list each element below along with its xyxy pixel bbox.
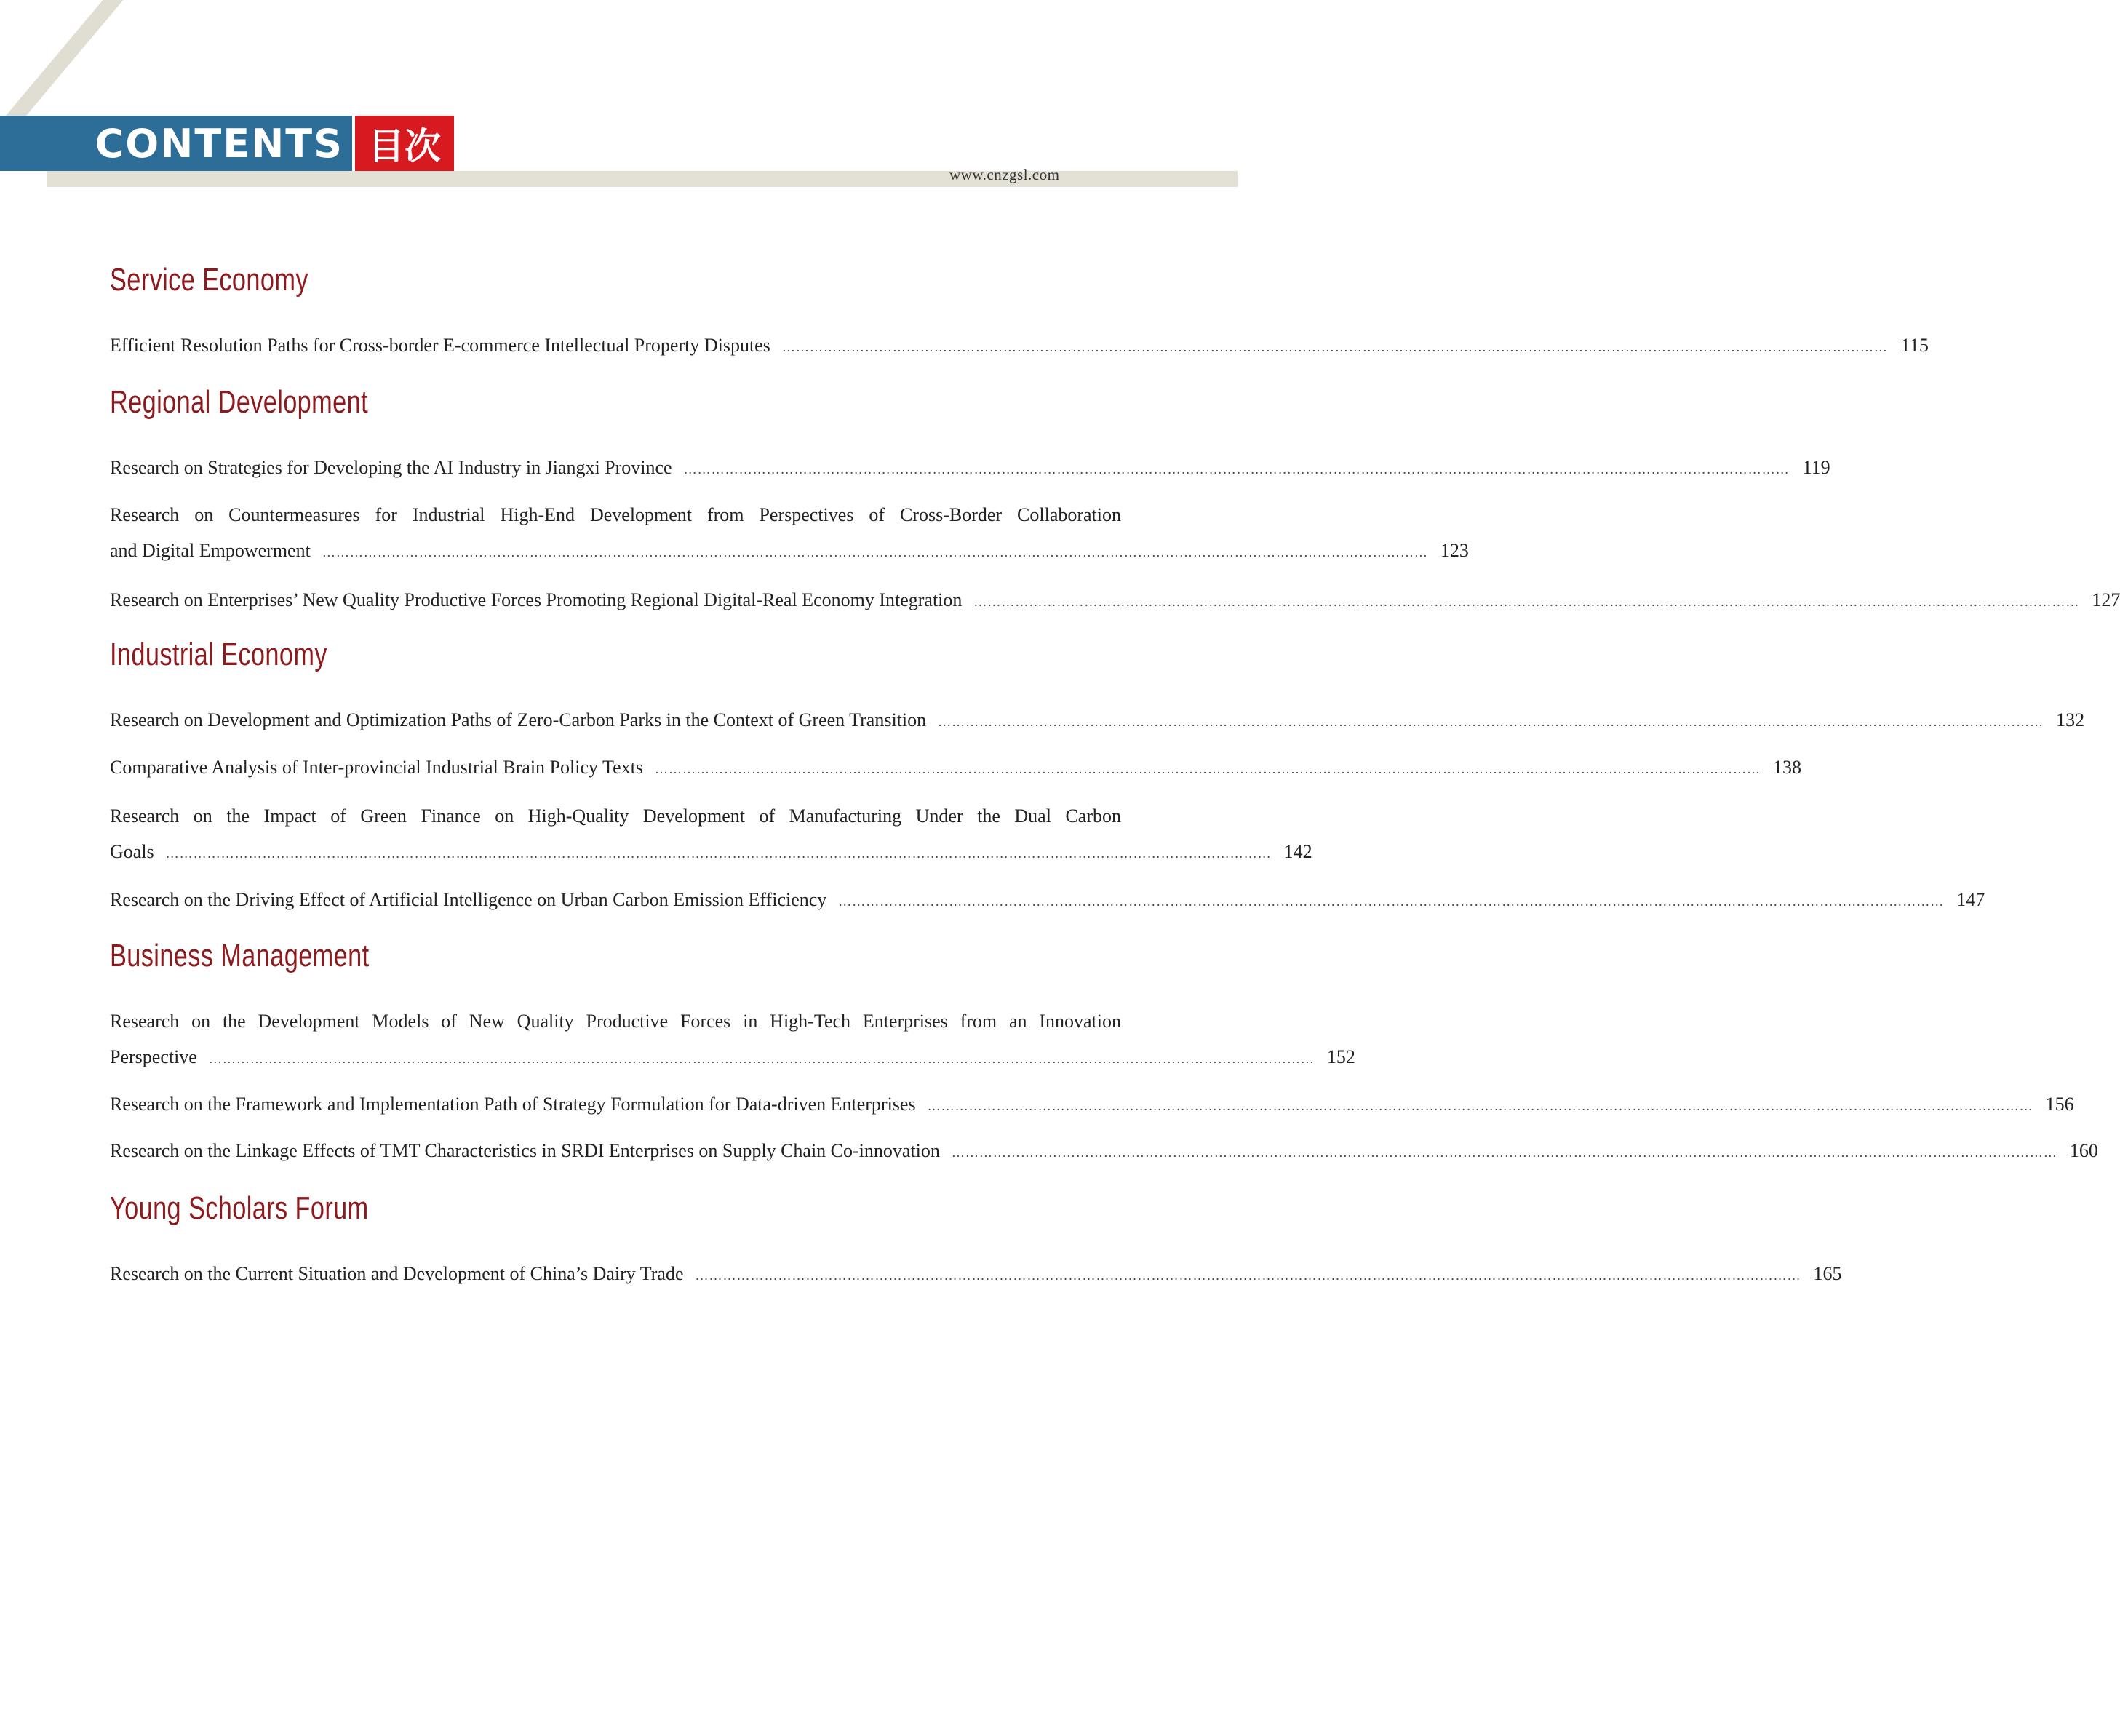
entry-title: Perspective (110, 1046, 197, 1067)
toc-entry[interactable] (110, 327, 1929, 365)
page-number: 119 (1802, 457, 1830, 478)
section-title: Business Management (110, 938, 370, 973)
page-number: 160 (2069, 1140, 2098, 1161)
toc-entry[interactable] (110, 798, 1312, 872)
entry-row (110, 882, 1985, 920)
entry-title-line: Research on the Development Models of New Quality Productive Forces in High-Tech Enterprises from an Innovation (110, 1011, 1121, 1032)
entry-title-line: Research on Countermeasures for Industrial High-End Development from Perspectives of Cross-Border Collaboration (110, 504, 1121, 525)
page-number: 147 (1956, 889, 1985, 910)
section-title: Regional Development (110, 384, 369, 420)
toc-entry[interactable] (110, 582, 2120, 620)
dot-leader: …………………………………………………………………………………………………………………………………………………………………………………………………………………… (973, 594, 2080, 609)
dot-leader: …………………………………………………………………………………………………………………………………………………………………………………………………………………… (951, 1145, 2057, 1160)
entry-title: Efficient Resolution Paths for Cross-border E-commerce Intellectual Property Disputes (110, 335, 770, 356)
entry-title: Goals (110, 841, 154, 862)
toc-entry[interactable] (110, 450, 1830, 487)
page-number: 152 (1326, 1046, 1355, 1067)
entry-title: Research on the Driving Effect of Artificial Intelligence on Urban Carbon Emission Efficiency (110, 889, 827, 910)
toc-entry[interactable] (110, 1256, 1842, 1294)
entry-row (110, 582, 2120, 620)
dot-leader: …………………………………………………………………………………………………………………………………………………………………………………………………………………… (838, 894, 1945, 909)
entry-row (110, 834, 1312, 872)
page-number: 127 (2092, 589, 2120, 610)
section-title: Young Scholars Forum (110, 1190, 369, 1226)
toc-entry[interactable] (110, 1086, 2074, 1124)
dot-leader: …………………………………………………………………………………………………………………………………………………………………………………………………………………… (654, 762, 1761, 776)
dot-leader: …………………………………………………………………………………………………………………………………………………………………………………………………………………… (165, 846, 1272, 861)
entry-row (110, 1256, 1842, 1294)
entry-title-line: Research on the Impact of Green Finance on High-Quality Development of Manufacturing Under the Dual Carbon (110, 805, 1121, 827)
entry-title: and Digital Empowerment (110, 540, 311, 561)
dot-leader: …………………………………………………………………………………………………………………………………………………………………………………………………………………… (927, 1099, 2033, 1113)
toc-entry[interactable] (110, 1133, 2098, 1171)
toc-entry[interactable] (110, 882, 1985, 920)
entry-row (110, 749, 1801, 787)
dot-leader: …………………………………………………………………………………………………………………………………………………………………………………………………………………… (683, 462, 1790, 477)
entry-row (110, 1133, 2098, 1171)
toc-entry[interactable] (110, 497, 1469, 570)
dot-leader: …………………………………………………………………………………………………………………………………………………………………………………………………………………… (322, 545, 1428, 560)
entry-row (110, 450, 1830, 487)
entry-row (110, 533, 1469, 570)
entry-row (110, 1086, 2074, 1124)
entry-row (110, 1039, 1355, 1077)
section-title: Industrial Economy (110, 637, 327, 672)
page-number: 156 (2045, 1094, 2074, 1115)
page-number: 138 (1772, 757, 1801, 778)
contents-title-cn: 目次 (355, 116, 454, 171)
entry-title: Research on Strategies for Developing the AI Industry in Jiangxi Province (110, 457, 672, 478)
entry-title: Research on the Framework and Implementation Path of Strategy Formulation for Data-driven Enterprises (110, 1094, 916, 1115)
entry-title: Research on Enterprises’ New Quality Productive Forces Promoting Regional Digital-Real Economy Integration (110, 589, 963, 610)
entry-row (110, 702, 2085, 740)
dot-leader: …………………………………………………………………………………………………………………………………………………………………………………………………………………… (938, 714, 2044, 729)
page-number: 142 (1283, 841, 1312, 862)
page-number: 123 (1440, 540, 1469, 561)
dot-leader: …………………………………………………………………………………………………………………………………………………………………………………………………………………… (695, 1268, 1801, 1283)
page-number: 115 (1900, 335, 1929, 356)
website-url: www.cnzgsl.com (949, 166, 1060, 183)
entry-row (110, 327, 1929, 365)
dot-leader: …………………………………………………………………………………………………………………………………………………………………………………………………………………… (781, 340, 1888, 354)
entry-title: Comparative Analysis of Inter-provincial Industrial Brain Policy Texts (110, 757, 643, 778)
page-number: 165 (1813, 1263, 1842, 1284)
entry-title: Research on Development and Optimization Paths of Zero-Carbon Parks in the Context of Green Transition (110, 709, 927, 730)
section-title: Service Economy (110, 262, 308, 298)
toc-entry[interactable] (110, 702, 2085, 740)
dot-leader: …………………………………………………………………………………………………………………………………………………………………………………………………………………… (208, 1051, 1315, 1066)
contents-title: CONTENTS (95, 120, 343, 167)
entry-title: Research on the Current Situation and Development of China’s Dairy Trade (110, 1263, 684, 1284)
toc-entry[interactable] (110, 749, 1801, 787)
page-number: 132 (2056, 709, 2085, 730)
entry-title: Research on the Linkage Effects of TMT Characteristics in SRDI Enterprises on Supply Chain Co-innovation (110, 1140, 940, 1161)
toc-entry[interactable] (110, 1003, 1355, 1077)
